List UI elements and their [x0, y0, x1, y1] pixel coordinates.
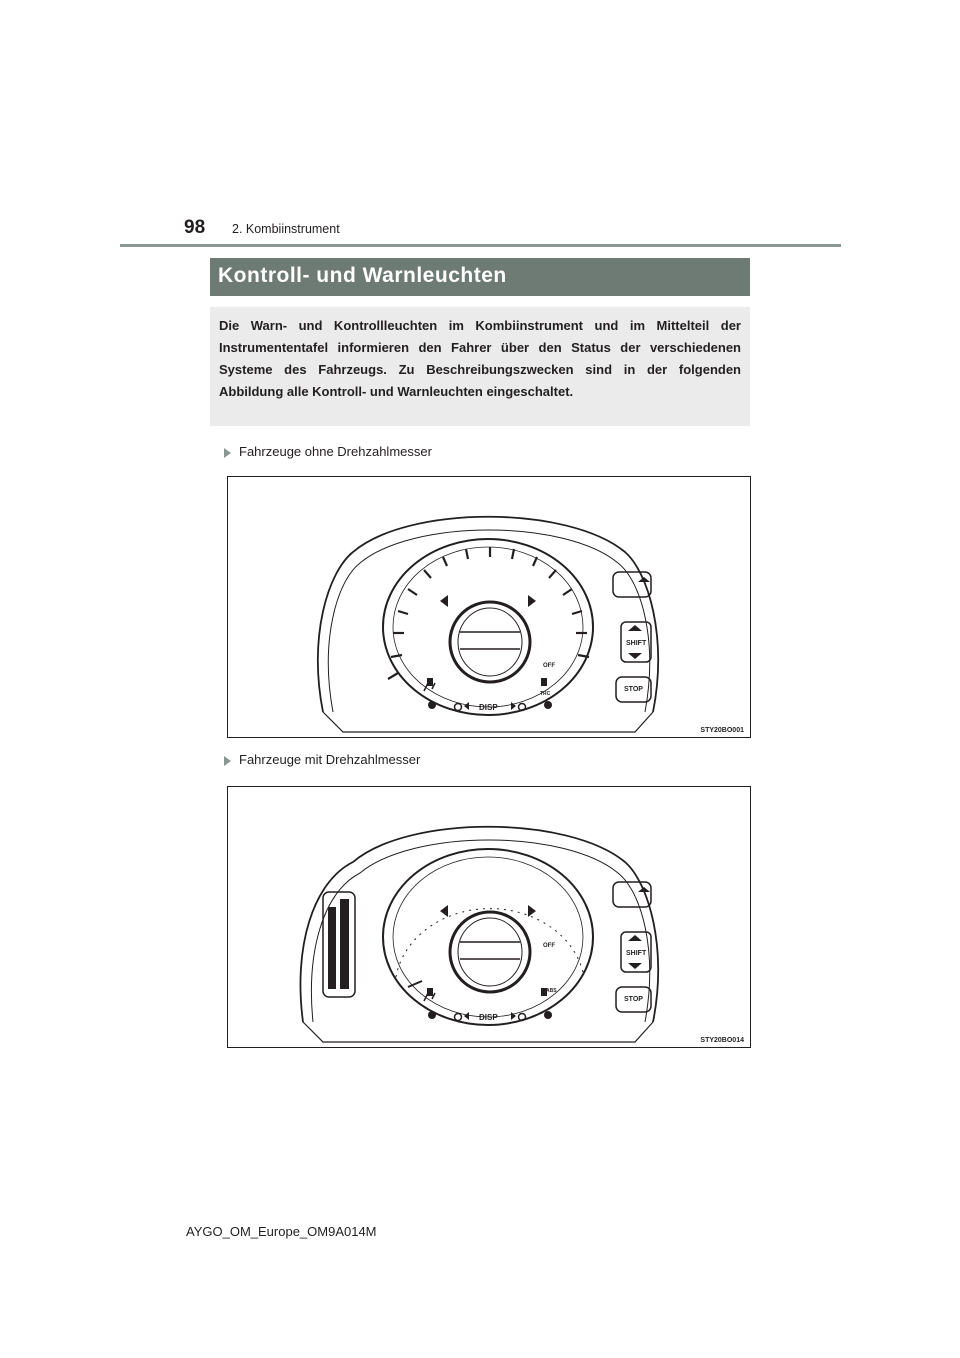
bullet-figure-2	[224, 752, 420, 767]
off-label-2: OFF	[543, 943, 555, 949]
intro-box	[210, 307, 750, 426]
shift-label: SHIFT	[626, 640, 647, 647]
stop-label-2: STOP	[624, 996, 643, 1003]
page-number: 98	[184, 217, 206, 238]
shift-label-2: SHIFT	[626, 950, 647, 957]
cluster-illustration-1	[228, 477, 750, 737]
figure-2-code: STY20BO014	[700, 1037, 744, 1044]
disp-label-2: DISP	[479, 1013, 498, 1022]
header-rule	[120, 244, 841, 247]
figure-2-caption: Fahrzeuge mit Drehzahlmesser	[239, 752, 421, 767]
stop-label: STOP	[624, 686, 643, 693]
bullet-arrow-icon	[224, 448, 231, 458]
disp-label: DISP	[479, 703, 498, 712]
cluster-illustration-2	[228, 787, 750, 1047]
intro-text: Die Warn- und Kontrollleuchten im Kombiinstrument und im Mittelteil der Instrumententafel informieren den Fahrer über den Status der verschiedenen Systeme des Fahrzeugs. Zu Beschreibungszwecken sind in der folgenden Abbildung alle Kontroll- und Warnleuchten eingeschaltet.	[219, 318, 741, 399]
bullet-arrow-icon	[224, 756, 231, 766]
footer-doc-id: AYGO_OM_Europe_OM9A014M	[186, 1224, 377, 1239]
section-title: 2. Kombiinstrument	[232, 222, 340, 236]
title-bar	[210, 258, 750, 296]
page-title: Kontroll- und Warnleuchten	[218, 264, 507, 287]
figure-1	[227, 476, 751, 738]
bullet-figure-1	[224, 444, 432, 459]
abs-label-2: ABS	[546, 988, 557, 994]
figure-1-code: STY20BO001	[700, 727, 744, 734]
figure-1-caption: Fahrzeuge ohne Drehzahlmesser	[239, 444, 432, 459]
figure-2	[227, 786, 751, 1048]
trc-label: TRC	[540, 691, 551, 697]
off-label: OFF	[543, 663, 555, 669]
